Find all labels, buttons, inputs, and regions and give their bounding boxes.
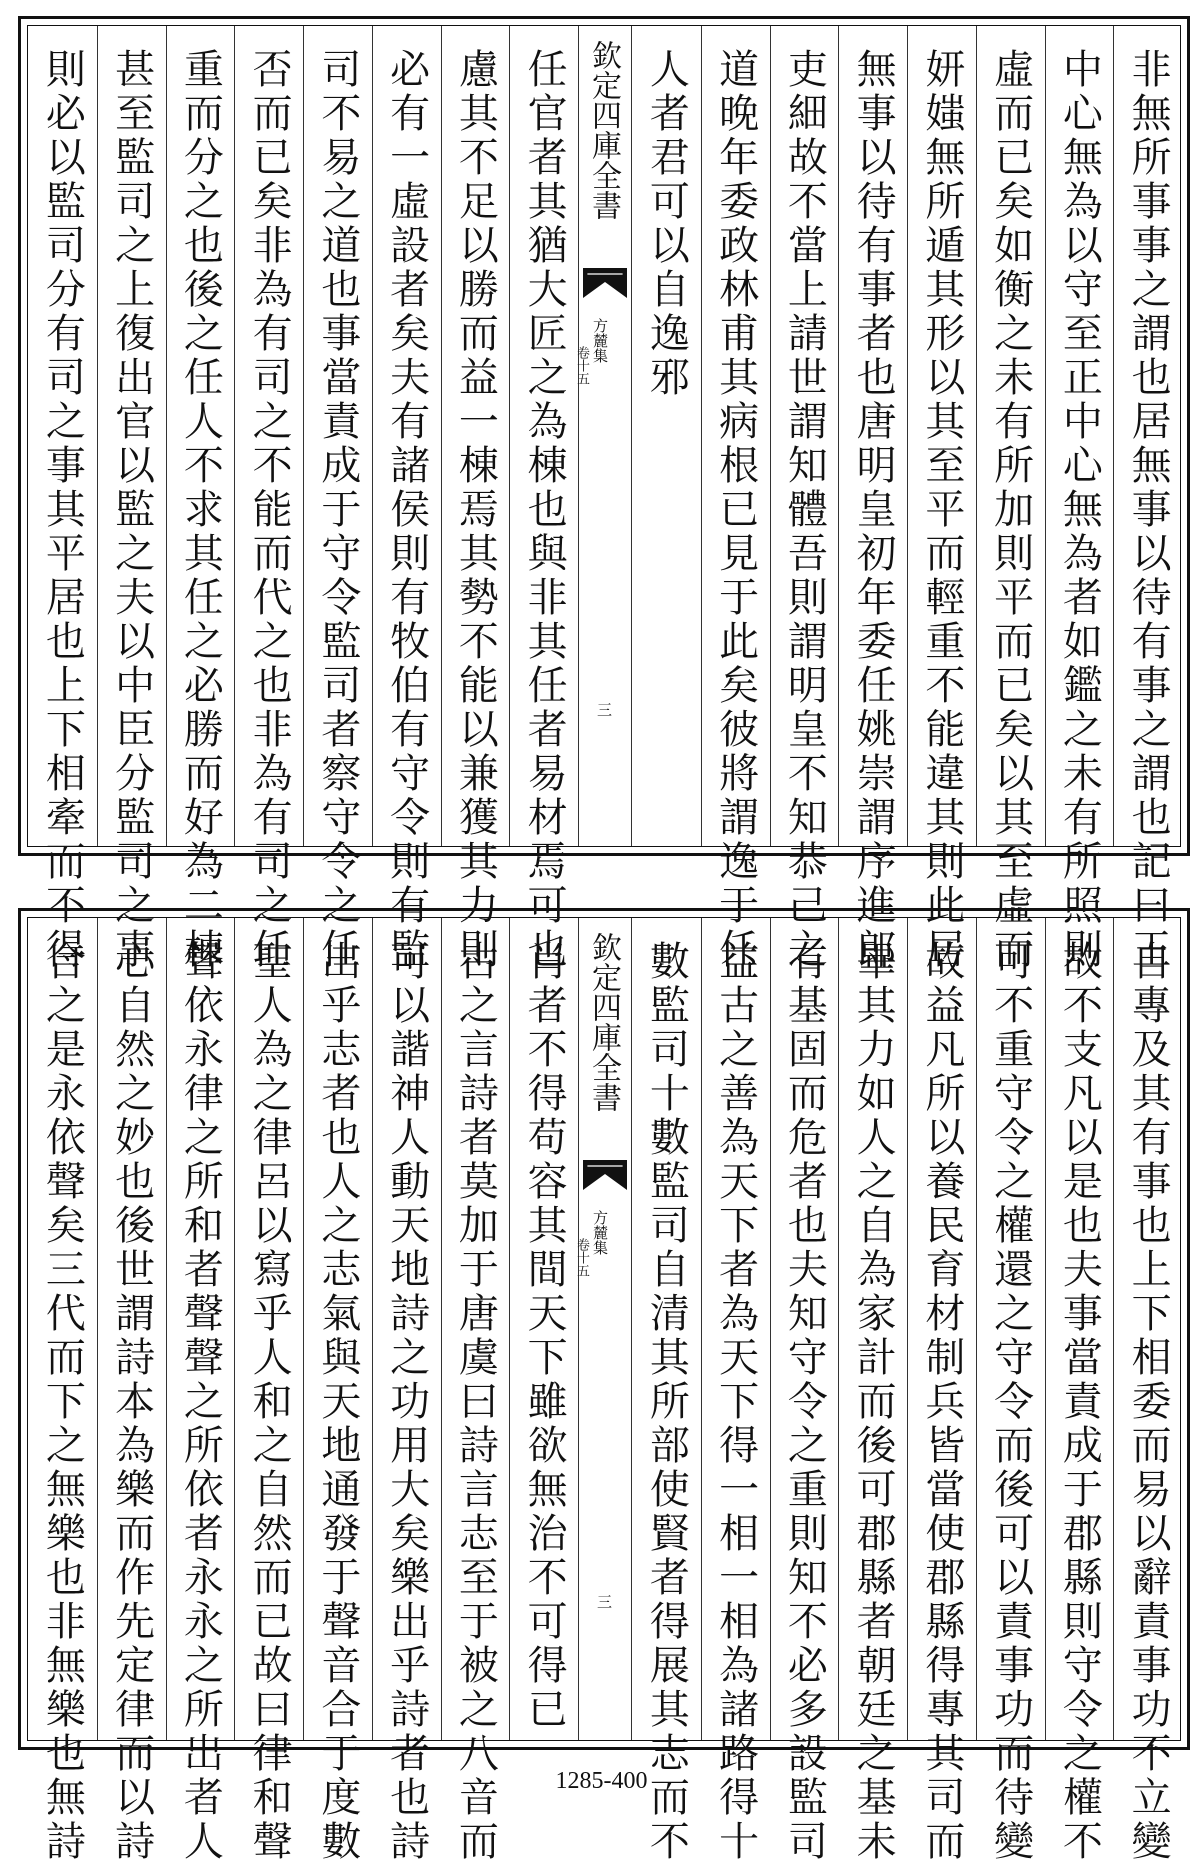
text-column bbox=[97, 26, 166, 972]
column-text: 任官者其猶大匠之為棟也與非其任者易材焉可也 bbox=[521, 48, 568, 972]
text-column bbox=[632, 26, 701, 846]
volume-number: 卷十五 bbox=[574, 346, 589, 385]
text-column bbox=[632, 918, 701, 1864]
column-text: 道晚年委政林甫其病根已見于此矣彼將謂逸于任 bbox=[712, 48, 759, 972]
column-text: 自專及其有事也上下相委而易以辭責事功不立變 bbox=[1125, 940, 1172, 1864]
text-column bbox=[372, 918, 441, 1864]
book-name: 方麓集 bbox=[591, 1210, 609, 1255]
text-column bbox=[838, 918, 907, 1864]
column-text: 中心無為以守至正中心無為者如鑑之未有所照則 bbox=[1056, 48, 1103, 972]
text-column bbox=[441, 918, 510, 1864]
column-text: 益古之善為天下者為天下得一相一相為諸路得十 bbox=[712, 940, 759, 1864]
text-column bbox=[907, 918, 976, 1864]
fishtail-ornament-icon bbox=[583, 268, 627, 298]
column-text: 可以諧神人動天地詩之功用大矣樂出乎詩者也詩 bbox=[383, 940, 430, 1864]
column-text: 故不支凡以是也夫事當責成于郡縣則守令之權不 bbox=[1056, 940, 1103, 1864]
text-column bbox=[976, 918, 1045, 1864]
column-text: 古之言詩者莫加于唐虞曰詩言志至于被之八音而 bbox=[452, 940, 499, 1864]
text-column bbox=[1113, 918, 1182, 1864]
column-text: 聖人為之律呂以寫乎人和之自然而已故曰律和聲 bbox=[246, 940, 293, 1864]
column-text: 出乎志者也人之志氣與天地通發于聲音合于度數 bbox=[314, 940, 361, 1864]
column-text: 故益凡所以養民育材制兵皆當使郡縣得專其司而 bbox=[918, 940, 965, 1864]
column-text: 虛而已矣如衡之未有所加則平而已矣以其至虛而 bbox=[987, 48, 1034, 972]
column-text: 心自然之妙也後世謂詩本為樂而作先定律而以詩 bbox=[108, 940, 155, 1864]
text-column bbox=[1045, 26, 1114, 972]
text-column bbox=[770, 26, 839, 972]
column-text: 非無所事事之謂也居無事以待有事之謂也記曰王 bbox=[1125, 48, 1172, 972]
column-text: 否而已矣非為有司之不能而代之也非為有司之任 bbox=[246, 48, 293, 972]
page-frame bbox=[27, 25, 1181, 972]
book-series-title: 欽定四庫全書 bbox=[586, 932, 621, 1112]
column-text: 重而分之也後之任人不求其任之必勝而好為二棟 bbox=[177, 48, 224, 972]
text-column bbox=[166, 26, 235, 972]
leaf-number: 三 bbox=[595, 702, 613, 717]
column-text: 則必以監司分有司之事其平居也上下相牽而不得 bbox=[39, 48, 86, 972]
column-text: 吏細故不當上請世謂知體吾則謂明皇不知恭己之 bbox=[781, 48, 828, 972]
text-column bbox=[166, 918, 235, 1864]
column-text: 妍媸無所遁其形以其至平而輕重不能違其則此居 bbox=[918, 48, 965, 972]
column-text: 合之是永依聲矣三代而下之無樂也非無樂也無詩 bbox=[39, 940, 86, 1864]
text-column bbox=[509, 918, 578, 1740]
column-text: 慮其不足以勝而益一棟焉其勢不能以兼獲其力則 bbox=[452, 48, 499, 972]
column-text: 數監司十數監司自清其所部使賢者得展其志而不 bbox=[643, 940, 690, 1864]
text-column bbox=[234, 26, 303, 972]
text-column bbox=[907, 26, 976, 972]
column-text: 聲依永律之所和者聲聲之所依者永永之所出者人 bbox=[177, 940, 224, 1864]
column-text: 可不重守令之權還之守令而後可以責事功而待變 bbox=[987, 940, 1034, 1864]
column-text: 無事以待有事者也唐明皇初年委任姚崇謂序進郎 bbox=[850, 48, 897, 972]
page-top bbox=[18, 16, 1190, 972]
volume-number: 卷十五 bbox=[574, 1238, 589, 1277]
text-column bbox=[97, 918, 166, 1864]
text-column bbox=[701, 918, 770, 1864]
text-column bbox=[701, 26, 770, 972]
leaf-number: 三 bbox=[595, 1594, 613, 1609]
column-text: 畢其力如人之自為家計而後可郡縣者朝廷之基未 bbox=[850, 940, 897, 1864]
book-name: 方麓集 bbox=[591, 318, 609, 363]
book-series-title: 欽定四庫全書 bbox=[586, 40, 621, 220]
text-column bbox=[1113, 26, 1182, 972]
text-column bbox=[372, 26, 441, 972]
column-text: 司不易之道也事當責成于守令監司者察守令之任 bbox=[314, 48, 361, 972]
text-column bbox=[28, 918, 97, 1864]
column-text: 必有一虛設者矣夫有諸侯則有牧伯有守令則有監 bbox=[383, 48, 430, 972]
text-column bbox=[441, 26, 510, 972]
footer-page-label: 1285-400 bbox=[555, 1768, 648, 1794]
center-fold-column bbox=[574, 26, 632, 846]
center-fold-column bbox=[574, 918, 632, 1740]
column-text: 人者君可以自逸邪 bbox=[643, 48, 690, 400]
text-column bbox=[303, 918, 372, 1864]
text-column bbox=[1045, 918, 1114, 1864]
text-column bbox=[770, 918, 839, 1864]
text-column bbox=[303, 26, 372, 972]
text-column bbox=[838, 26, 907, 972]
text-column bbox=[234, 918, 303, 1864]
text-column bbox=[976, 26, 1045, 972]
column-text: 甚至監司之上復出官以監之夫以中臣分監司之事 bbox=[108, 48, 155, 972]
column-text: 肖者不得苟容其間天下雖欲無治不可得已 bbox=[521, 940, 568, 1732]
text-column bbox=[28, 26, 97, 972]
text-column bbox=[509, 26, 578, 972]
column-text: 有基固而危者也夫知守令之重則知不必多設監司 bbox=[781, 940, 828, 1864]
fishtail-ornament-icon bbox=[583, 1160, 627, 1190]
